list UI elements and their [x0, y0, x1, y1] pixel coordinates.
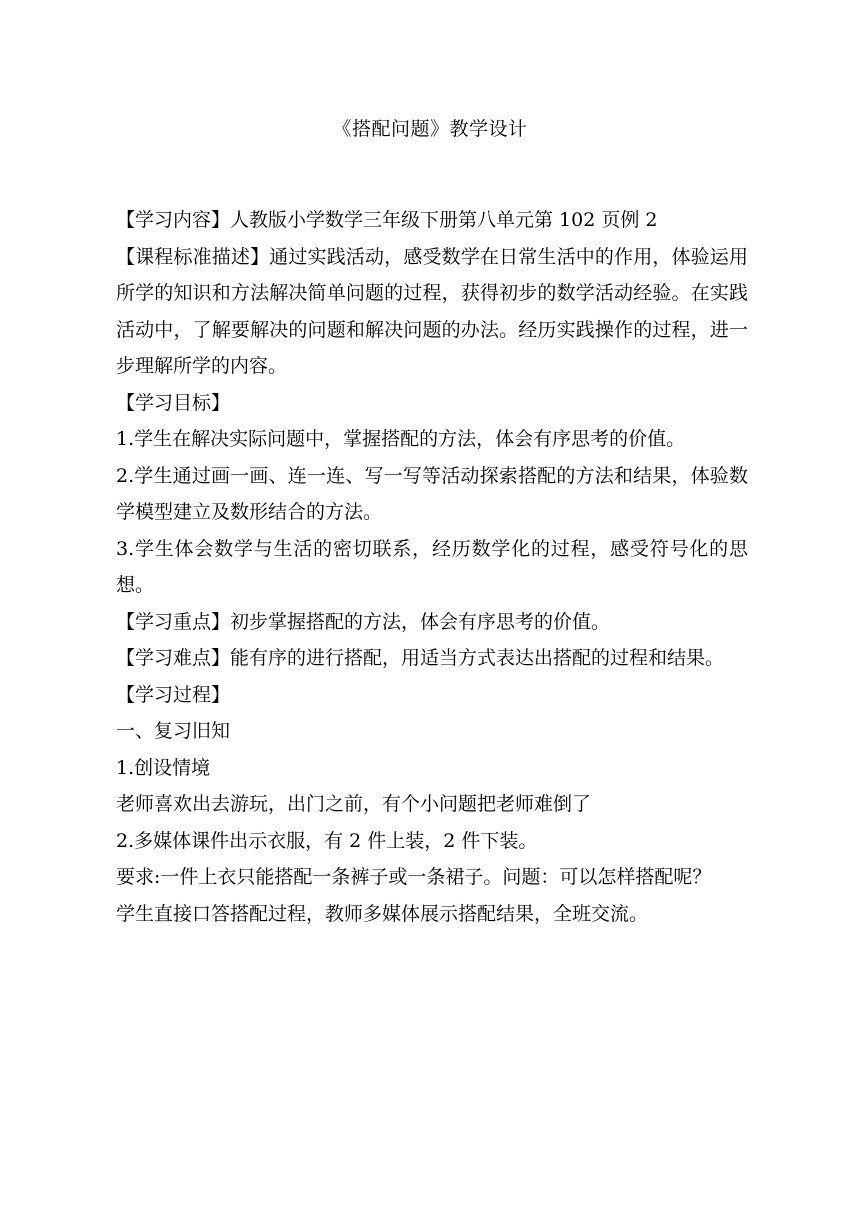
answer-text: 学生直接口答搭配过程，教师多媒体展示搭配结果，全班交流。 [116, 902, 649, 925]
goal-3-text: 3.学生体会数学与生活的密切联系，经历数学化的过程，感受符号化的思想。 [116, 537, 748, 596]
learning-content-paragraph [116, 202, 748, 239]
difficulty-paragraph [116, 640, 748, 677]
curriculum-standard-heading: 【课程标准描述】 [116, 245, 270, 268]
step-2-text: 2.多媒体课件出示衣服，有 2 件上装，2 件下装。 [116, 829, 538, 852]
review-heading: 一、复习旧知 [116, 720, 231, 742]
step-1-text: 1.创设情境 [116, 756, 211, 779]
key-point-paragraph [116, 604, 748, 641]
difficulty-text: 能有序的进行搭配，用适当方式表达出搭配的过程和结果。 [230, 647, 725, 669]
curriculum-standard-paragraph [116, 239, 748, 385]
document-title: 《搭配问题》教学设计 [332, 118, 528, 140]
goal-2-text: 2.学生通过画一画、连一连、写一写等活动探索搭配的方法和结果，体验数学模型建立及数形结合的方法。 [116, 464, 748, 523]
learning-process-heading: 【学习过程】 [116, 683, 231, 706]
scenario-text: 老师喜欢出去游玩，出门之前，有个小问题把老师难倒了 [116, 793, 592, 815]
curriculum-standard-text: 通过实践活动，感受数学在日常生活中的作用，体验运用所学的知识和方法解决简单问题的过程，获得初步的数学活动经验。在实践活动中，了解要解决的问题和解决问题的办法。经历实践操作的过程，进一步理解所学的内容。 [116, 245, 748, 377]
learning-content-text: 人教版小学数学三年级下册第八单元第 102 页例 2 [230, 209, 658, 231]
difficulty-heading: 【学习难点】 [116, 647, 231, 669]
learning-goals-heading: 【学习目标】 [116, 391, 231, 414]
requirement-text: 要求:一件上衣只能搭配一条裤子或一条裙子。问题：可以怎样搭配呢？ [116, 866, 712, 888]
goal-1-text: 1.学生在解决实际问题中，掌握搭配的方法，体会有序思考的价值。 [116, 428, 686, 450]
document-body [116, 202, 748, 932]
key-point-text: 初步掌握搭配的方法，体会有序思考的价值。 [230, 610, 611, 633]
key-point-heading: 【学习重点】 [116, 610, 231, 633]
learning-content-heading: 【学习内容】 [116, 209, 231, 231]
